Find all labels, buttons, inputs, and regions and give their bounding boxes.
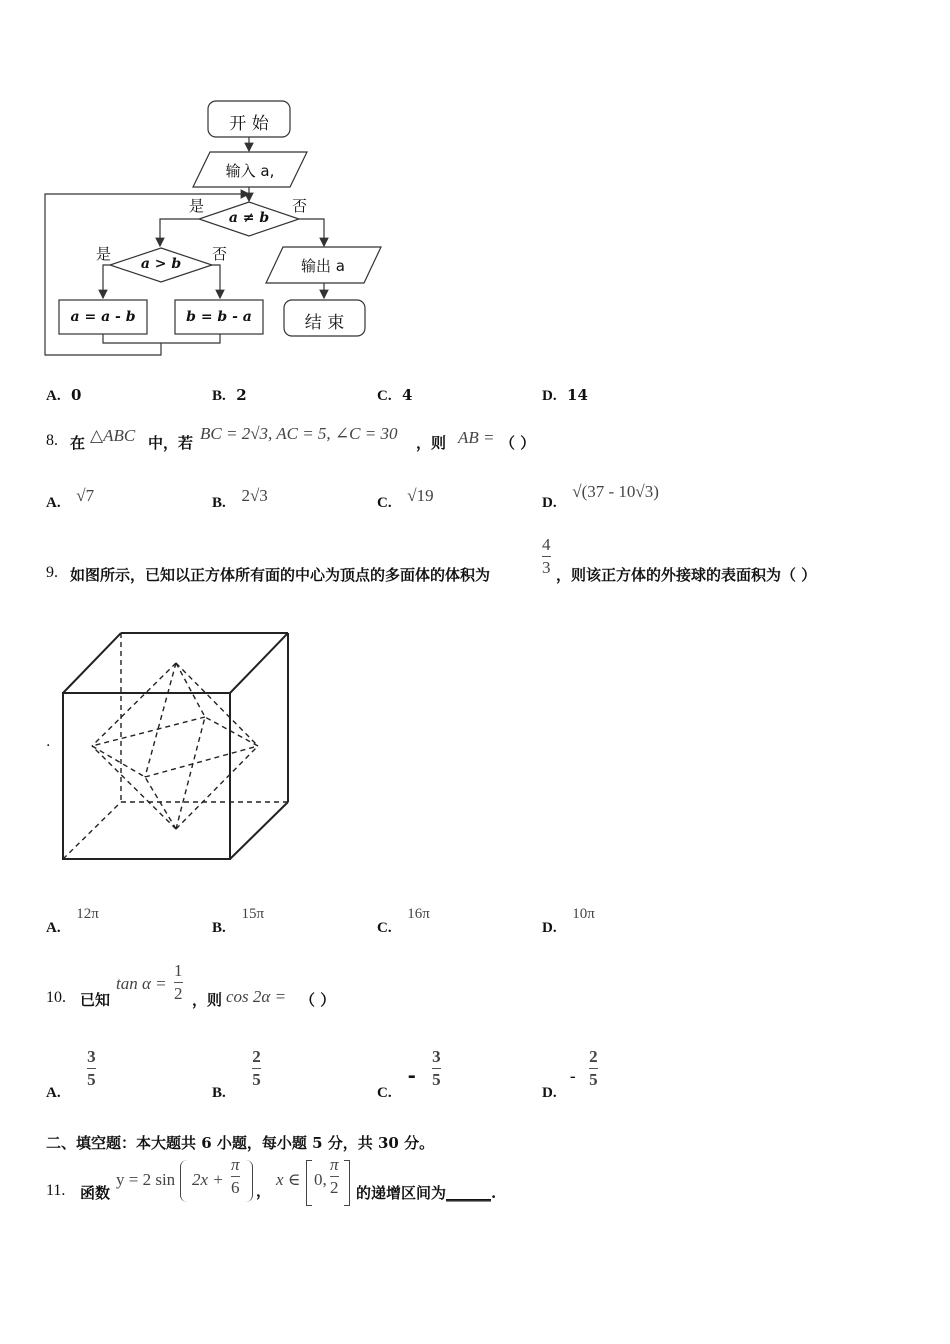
q10-option-a[interactable]: A. $\frac{3}{5}$ [46,1047,96,1102]
q11-fraction-2: π 2 [330,1155,339,1197]
no-label-1: 否 [292,197,308,215]
q7-option-a[interactable]: A. 0 [46,386,82,404]
assign-a-label: a = a - b [70,309,136,325]
q8-option-b[interactable]: B. 2√3 [212,486,268,511]
q9-option-c[interactable]: C. 16π [377,906,430,936]
q9-option-d[interactable]: D. 10π [542,906,595,936]
q11-left-bracket [306,1160,312,1206]
assign-b-label: b = b - a [186,309,252,325]
q8-paren: （ ） [500,434,536,452]
q8-option-a[interactable]: A. √7 [46,486,95,511]
q10-ask: cos 2α = [226,987,287,1006]
q7-option-d[interactable]: D. 14 [542,386,588,404]
start-label: 开 始 [229,114,269,134]
q11-func: y = 2 sin [116,1170,176,1189]
cond2-label: a > b [140,256,182,272]
question-8 [46,424,926,450]
q8-text-1: 在 [70,434,86,452]
q11-inner: 2x + [192,1170,224,1189]
question-11 [46,1156,926,1208]
q10-frac-den: 2 [174,983,183,1003]
input-label: 输入 a, [225,162,275,180]
q8-text-3: ，则 [416,434,447,452]
q9-fraction [542,536,551,577]
q11-left-paren [180,1160,187,1202]
q10-option-d[interactable]: D. - $\frac{2}{5}$ [542,1047,598,1102]
q11-right-paren [246,1160,253,1202]
q11-number: 11. [46,1182,66,1199]
q11-blank[interactable]: ______ [446,1184,492,1202]
q11-xin: x ∈ [276,1170,301,1189]
q10-expr: tan α = [116,974,167,993]
q8-option-d[interactable]: D. √(37 - 10√3) [542,482,659,511]
cube-octahedron-figure [55,625,295,865]
q10-frac-num: 1 [174,961,183,980]
q8-option-c[interactable]: C. √19 [377,486,434,511]
q11-text-2: 的递增区间为______. [356,1184,497,1202]
q11-fraction-1: π 6 [231,1155,240,1197]
q10-number: 10. [46,989,66,1006]
question-10 [46,962,926,1016]
q8-number: 8. [46,432,58,449]
question-9 [46,536,926,592]
q10-option-b[interactable]: B. $\frac{2}{5}$ [212,1047,261,1102]
no-label-2: 否 [212,245,228,263]
q11-right-bracket [344,1160,350,1206]
q10-option-c[interactable]: C. - $\frac{3}{5}$ [377,1047,441,1102]
section-2-heading: 二、填空题：本大题共 6 小题，每小题 5 分，共 30 分。 [46,1134,435,1152]
cond1-label: a ≠ b [228,210,270,226]
q8-triangle: △ABC [90,426,136,445]
q11-comma: ， [256,1182,272,1200]
q9-frac-den: 3 [542,557,551,577]
q11-text-1: 函数 [80,1184,111,1202]
yes-label-1: 是 [189,197,205,215]
q9-number: 9. [46,564,58,581]
end-label: 结 束 [304,313,345,333]
q9-option-a[interactable]: A. 12π [46,906,99,936]
q10-paren: （ ） [300,991,336,1009]
q7-option-c[interactable]: C. 4 [377,386,413,404]
q9-text-2: ，则该正方体的外接球的表面积为（ ） [556,566,817,584]
q8-text-2: 中，若 [148,434,194,452]
q8-ask: AB = [458,428,495,447]
output-label: 输出 a [301,257,345,275]
q9-frac-num: 4 [542,535,551,554]
q10-text-2: ，则 [192,991,223,1009]
q8-condition: BC = 2√3, AC = 5, ∠C = 30 [200,424,398,443]
q11-zero: 0, [314,1170,327,1189]
q9-option-b[interactable]: B. 15π [212,906,265,936]
q10-text-1: 已知 [80,991,111,1009]
q10-fraction [174,962,183,1003]
figure-dot: . [46,734,51,750]
yes-label-2: 是 [96,245,112,263]
q7-option-b[interactable]: B. 2 [212,386,247,404]
q9-text-1: 如图所示，已知以正方体所有面的中心为顶点的多面体的体积为 [70,566,491,584]
